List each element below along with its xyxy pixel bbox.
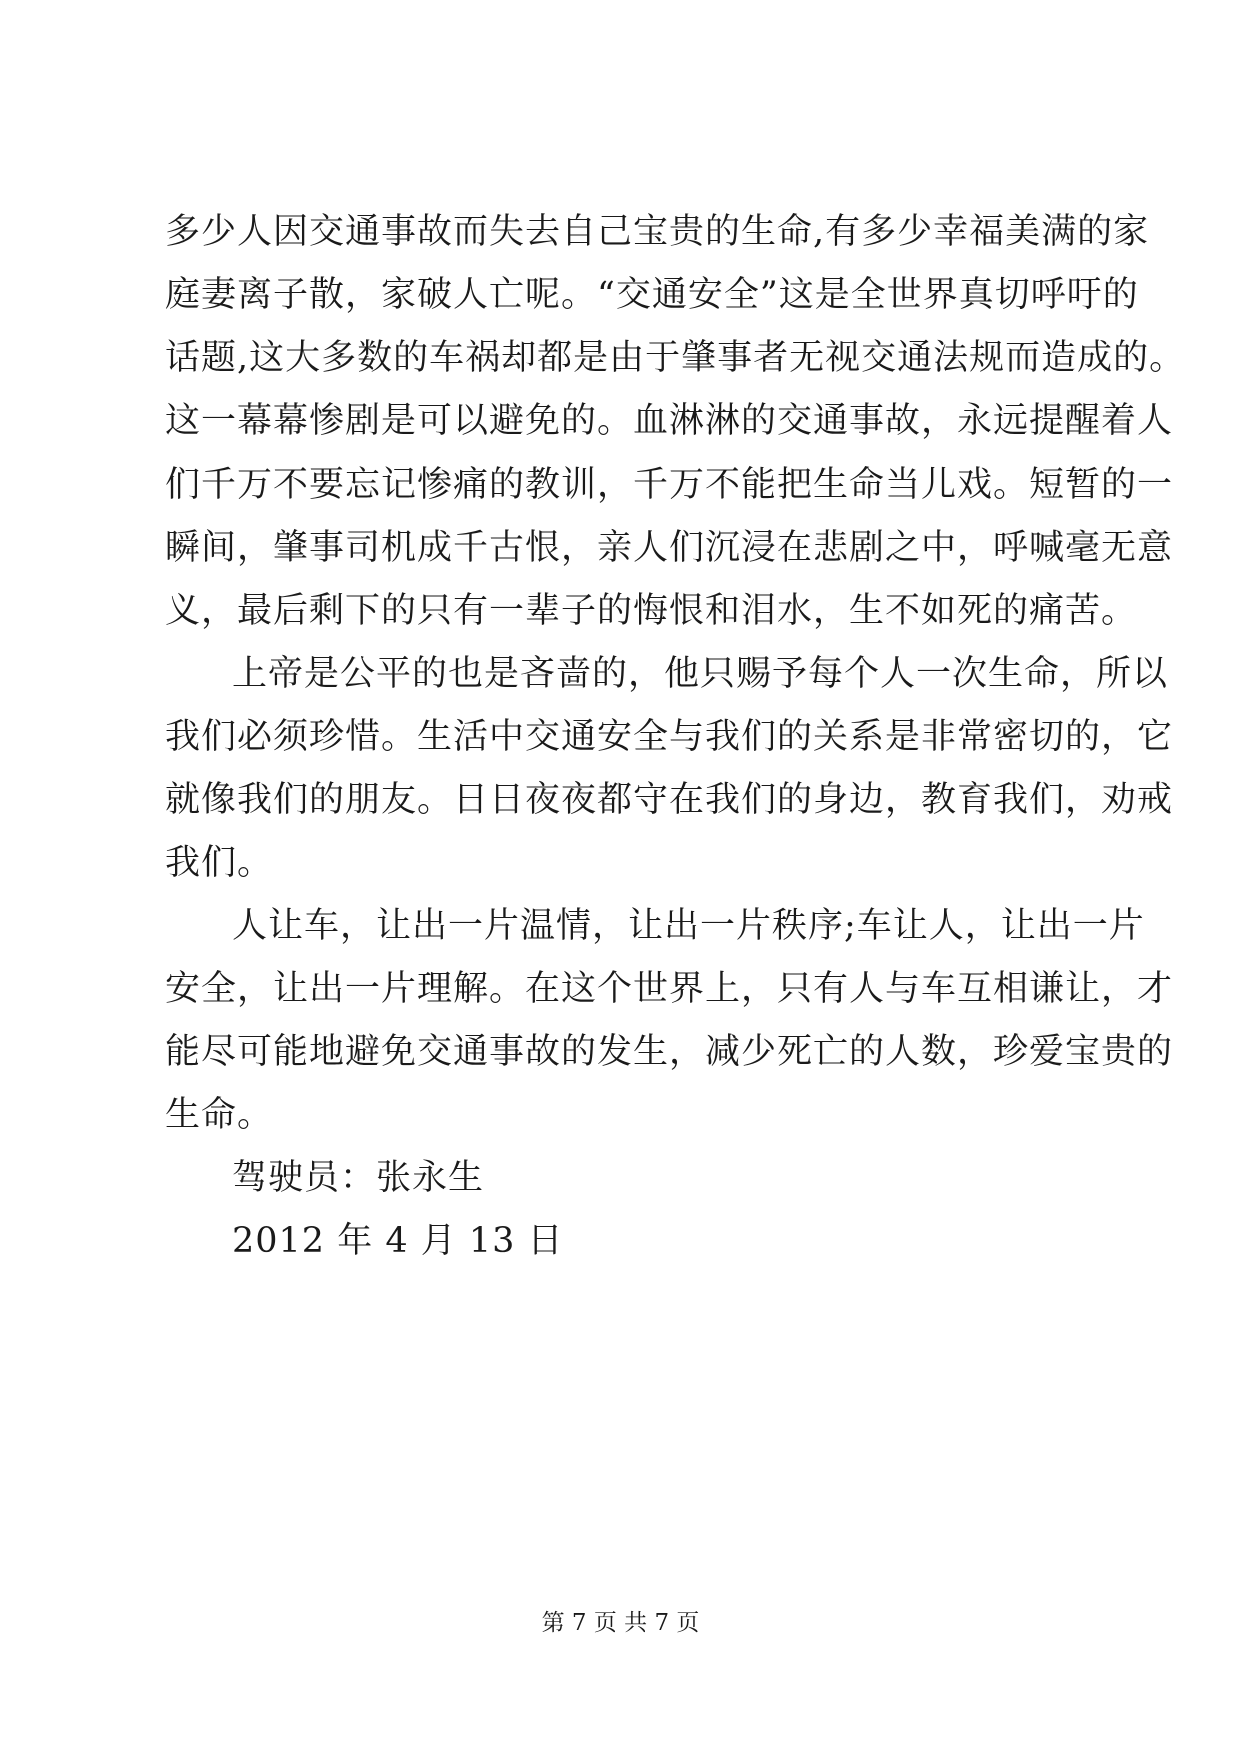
paragraph-2-line-3: 就像我们的朋友。日日夜夜都守在我们的身边，教育我们，劝戒 — [165, 780, 1174, 820]
paragraph-3-line-2: 安全，让出一片理解。在这个世界上，只有人与车互相谦让，才 — [165, 969, 1174, 1009]
body-line-2: 庭妻离子散，家破人亡呢。“交通安全”这是全世界真切呼吁的 — [165, 275, 1139, 315]
paragraph-3-line-1: 人让车，让出一片温情，让出一片秩序;车让人，让出一片 — [232, 906, 1145, 946]
paragraph-3-line-3: 能尽可能地避免交通事故的发生，减少死亡的人数，珍爱宝贵的 — [165, 1032, 1174, 1072]
body-line-6: 瞬间，肇事司机成千古恨，亲人们沉浸在悲剧之中，呼喊毫无意 — [165, 528, 1174, 568]
paragraph-2-line-4: 我们。 — [165, 843, 274, 883]
body-line-3: 话题,这大多数的车祸却都是由于肇事者无视交通法规而造成的。 — [165, 338, 1186, 378]
paragraph-2-line-2: 我们必须珍惜。生活中交通安全与我们的关系是非常密切的，它 — [165, 717, 1174, 757]
paragraph-2-line-1: 上帝是公平的也是吝啬的，他只赐予每个人一次生命，所以 — [232, 654, 1169, 694]
body-line-5: 们千万不要忘记惨痛的教训，千万不能把生命当儿戏。短暂的一 — [165, 465, 1174, 505]
signature-line: 驾驶员：张永生 — [232, 1158, 485, 1198]
paragraph-3-line-4: 生命。 — [165, 1095, 274, 1135]
date-line: 2012 年 4 月 13 日 — [232, 1221, 564, 1261]
body-line-1: 多少人因交通事故而失去自己宝贵的生命,有多少幸福美满的家 — [165, 212, 1150, 252]
page-number-footer: 第 7 页 共 7 页 — [541, 1610, 700, 1636]
body-line-7: 义，最后剩下的只有一辈子的悔恨和泪水，生不如死的痛苦。 — [165, 591, 1138, 631]
body-line-4: 这一幕幕惨剧是可以避免的。血淋淋的交通事故，永远提醒着人 — [165, 401, 1174, 441]
